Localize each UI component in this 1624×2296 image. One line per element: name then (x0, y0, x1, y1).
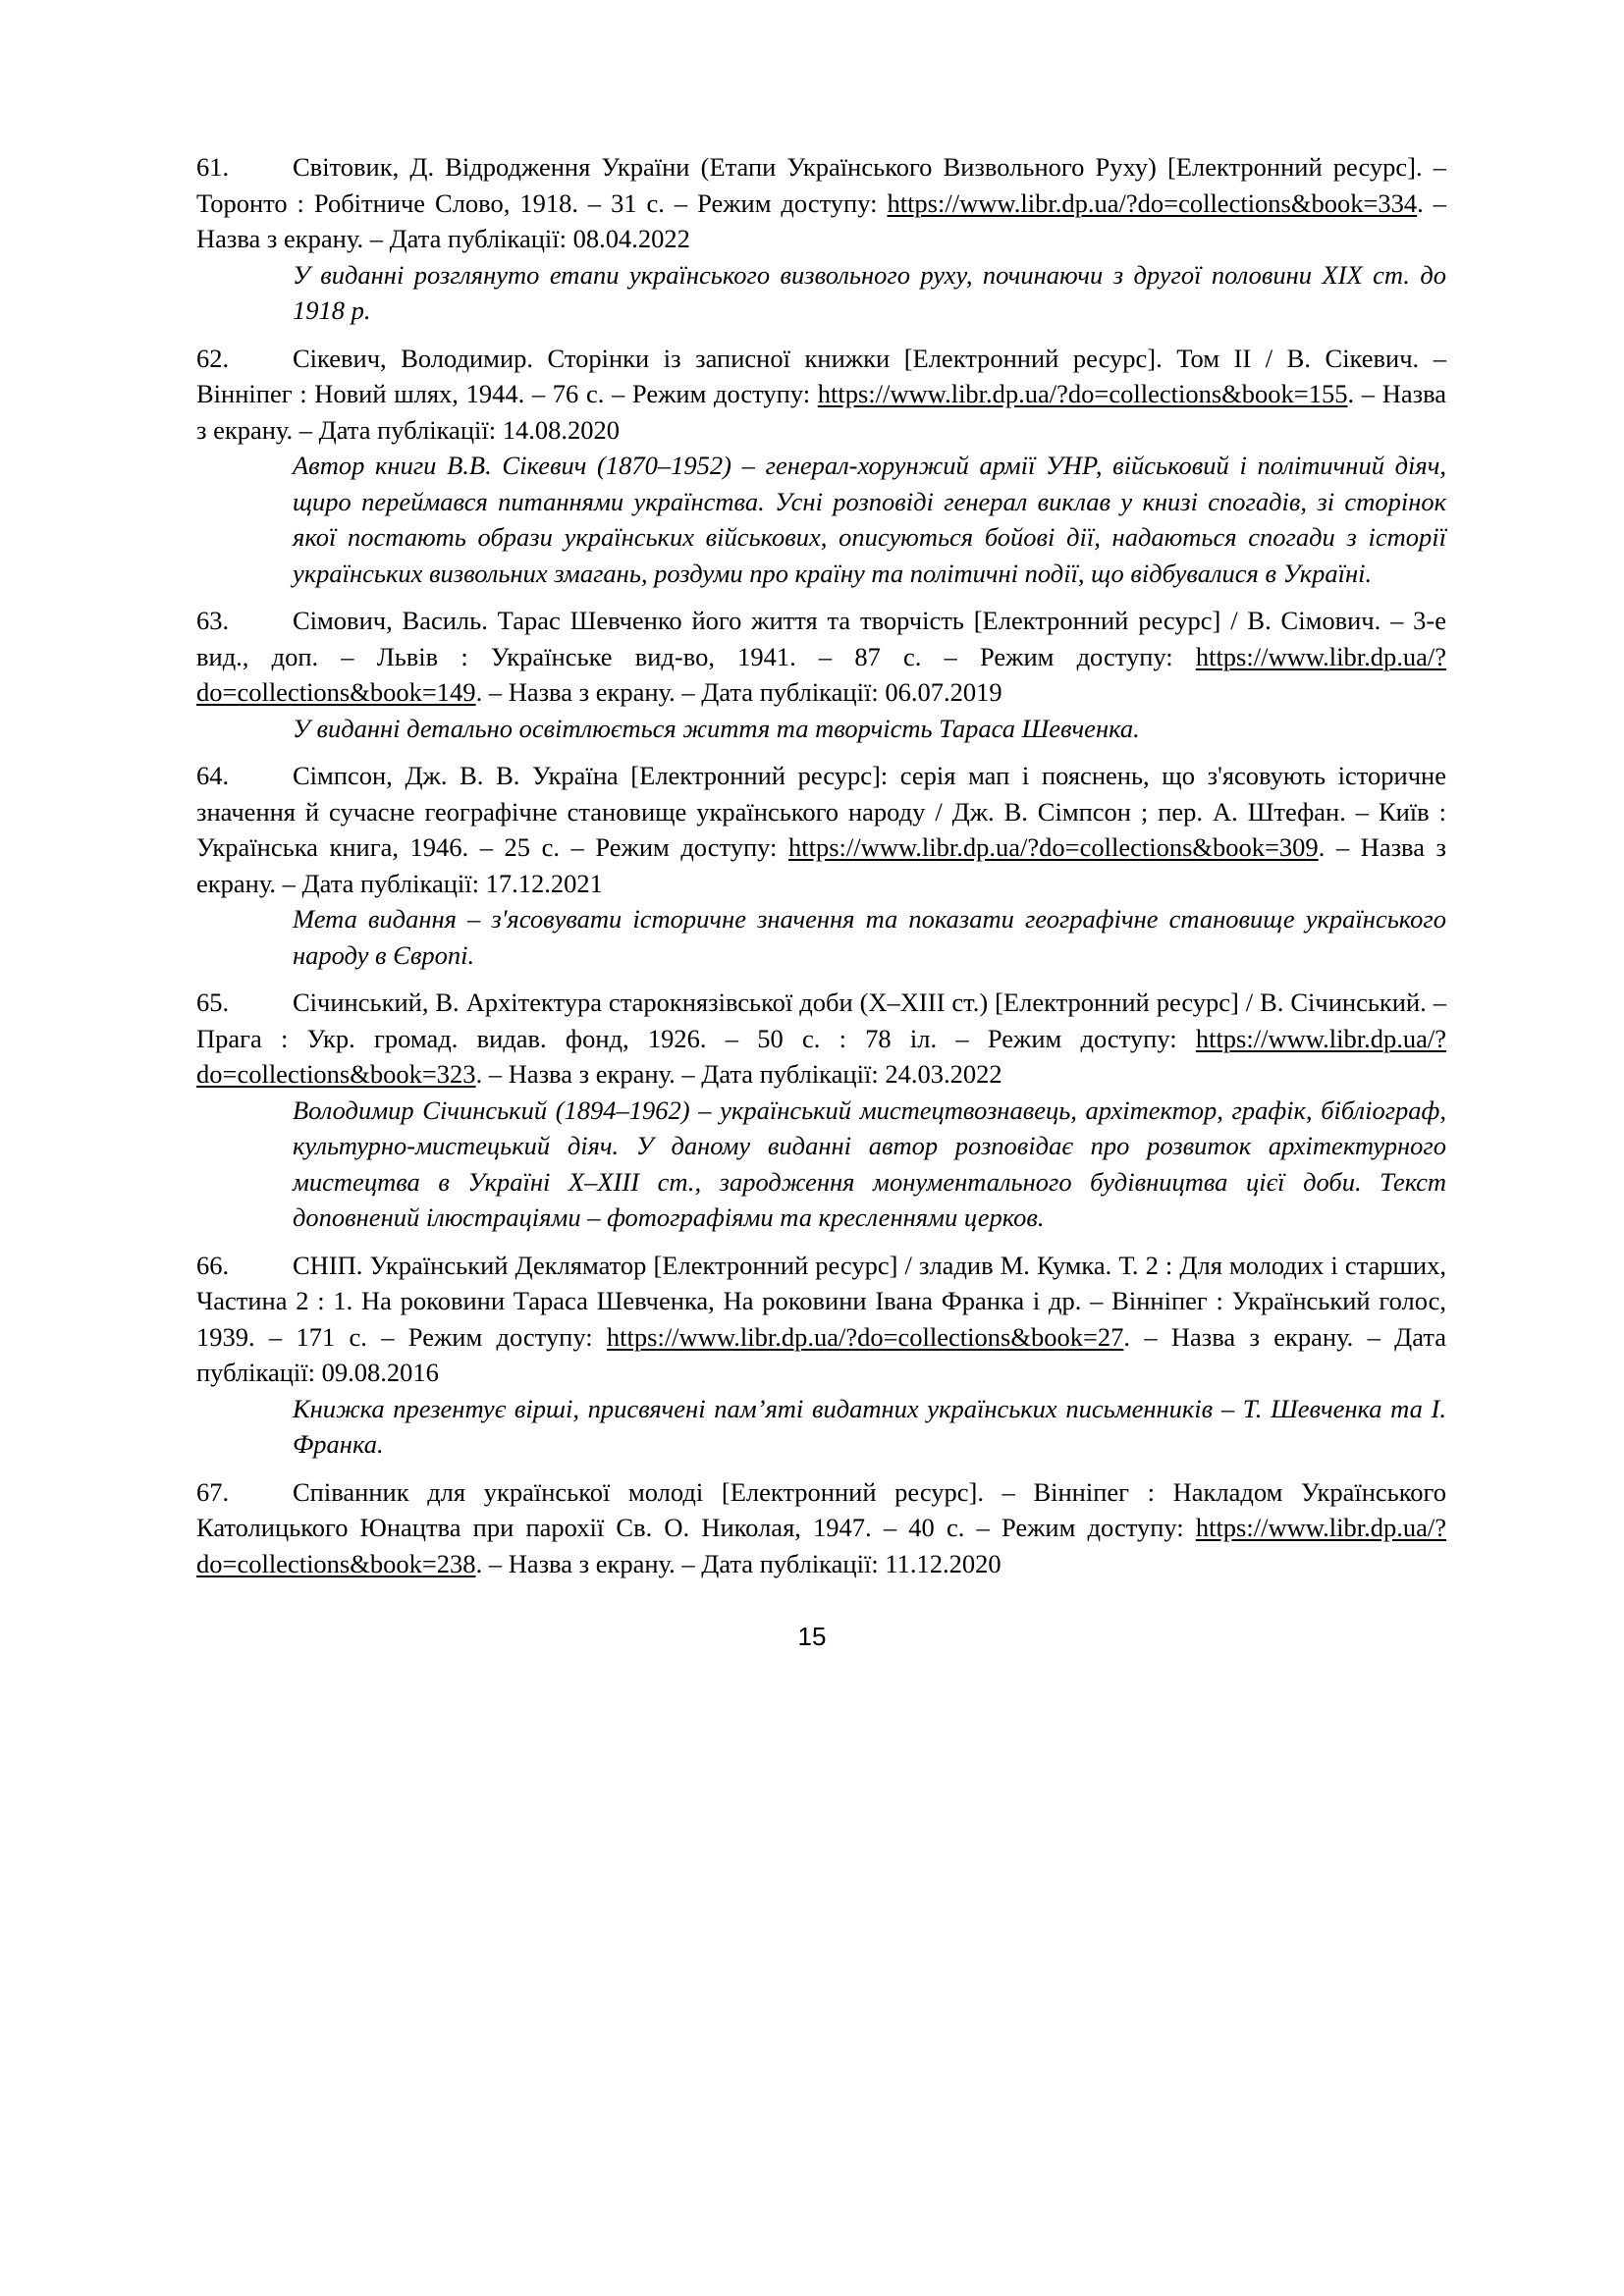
entry-text: Співанник для української молоді [Електронний ресурс]. – Вінніпег : Накладом Українського Католицького Юнацтва при парохії Св. О. Николая, 1947. – 40 с. – Режим доступу: (196, 1476, 1446, 1542)
entry-number: 64. (196, 761, 230, 790)
bibliography-entry-63 (196, 603, 1446, 746)
entry-text: Сікевич, Володимир. Сторінки із записної книжки [Електронний ресурс]. Том II / В. Сікевич. – Вінніпег : Новий шлях, 1944. – 76 с. – Режим доступу: (196, 343, 1446, 408)
entry-text: СНІП. Український Декляматор [Електронний ресурс] / зладив М. Кумка. Т. 2 : Для молодих і старших, Частина 2 : 1. На роковини Тараса Шевченка, На роковини Івана Франка і др. – Вінніпег : Український голос, 1939. – 171 с. – Режим доступу: (196, 1250, 1446, 1352)
entry-citation (196, 341, 1446, 449)
page-number: 15 (797, 1622, 827, 1651)
entry-citation (196, 1248, 1446, 1391)
entry-number: 66. (196, 1250, 230, 1280)
entry-link[interactable]: https://www.libr.dp.ua/?do=collections&book=309 (787, 832, 1319, 862)
entry-number: 63. (196, 606, 230, 635)
entry-annotation: Автор книги В.В. Сікевич (1870–1952) – генерал-хорунжий армії УНР, військовий і політичний діяч, щиро переймався питаннями українства. Усні розповіді генерал виклав у книзі спогадів, зі сторінок якої постають образи українських військових, описуються бойові дії, надаються спогади з історії українських визвольних змагань, роздуми про країну та політичні події, що відбувалися в Україні. (293, 451, 1446, 588)
entry-tail: . – Назва з екрану. – Дата публікації: 24.03.2022 (475, 1059, 1002, 1089)
bibliography-entry-64 (196, 758, 1446, 973)
entry-citation (196, 149, 1446, 257)
entry-tail: . – Назва з екрану. – Дата публікації: 11.12.2020 (475, 1548, 1001, 1578)
entry-citation (196, 985, 1446, 1093)
bibliography-entry-62 (196, 341, 1446, 592)
entry-annotation: Книжка презентує вірші, присвячені пам’яті видатних українських письменників – Т. Шевченка та І. Франка. (293, 1393, 1446, 1459)
entry-annotation: Володимир Січинський (1894–1962) – український мистецтвознавець, архітектор, графік, бібліограф, культурно-мистецький діяч. У даному виданні автор розповідає про розвиток архітектурного мистецтва в Україні X–XIII ст., зародження монументального будівництва цієї доби. Текст доповнений ілюстраціями – фотографіями та кресленнями церков. (293, 1095, 1446, 1232)
entry-text: Сімпсон, Дж. В. В. Україна [Електронний ресурс]: серія мап і пояснень, що з'ясовують історичне значення й сучасне географічне становище українського народу / Дж. В. Сімпсон ; пер. А. Штефан. – Київ : Українська книга, 1946. – 25 с. – Режим доступу: (196, 761, 1446, 862)
entry-text: Світовик, Д. Відродження України (Етапи Українського Визвольного Руху) [Електронний ресурс]. – Торонто : Робітниче Слово, 1918. – 31 с. – Режим доступу: (196, 152, 1446, 218)
entry-link[interactable]: https://www.libr.dp.ua/?do=collections&book=334 (887, 187, 1418, 218)
entry-text: Січинський, В. Архітектура старокнязівської доби (X–XIII ст.) [Електронний ресурс] / В. Січинський. – Прага : Укр. громад. видав. фонд, 1926. – 50 с. : 78 іл. – Режим доступу: (196, 988, 1446, 1053)
entry-annotation: Мета видання – з'ясовувати історичне значення та показати географічне становище українського народу в Європі. (293, 904, 1446, 970)
entry-annotation: У виданні детально освітлюється життя та творчість Тараса Шевченка. (293, 713, 1140, 743)
entry-number: 67. (196, 1476, 230, 1507)
entry-number: 61. (196, 152, 230, 182)
entry-annotation: У виданні розглянуто етапи українського визвольного руху, починаючи з другої половини XIX ст. до 1918 р. (293, 259, 1446, 325)
entry-citation (196, 603, 1446, 711)
entry-link[interactable]: https://www.libr.dp.ua/?do=collections&book=323 (196, 1023, 1446, 1089)
entry-citation (196, 758, 1446, 901)
bibliography-entry-61 (196, 149, 1446, 329)
entry-text: Сімович, Василь. Тарас Шевченко його життя та творчість [Електронний ресурс] / В. Сімович. – 3-е вид., доп. – Львів : Українське вид-во, 1941. – 87 с. – Режим доступу: (196, 606, 1446, 671)
entry-link[interactable]: https://www.libr.dp.ua/?do=collections&book=149 (196, 641, 1446, 707)
entry-link[interactable]: https://www.libr.dp.ua/?do=collections&book=27 (606, 1321, 1124, 1352)
bibliography-entry-65 (196, 985, 1446, 1236)
entry-tail: . – Назва з екрану. – Дата публікації: 14.08.2020 (196, 379, 1446, 445)
entry-link[interactable]: https://www.libr.dp.ua/?do=collections&book=238 (196, 1513, 1446, 1578)
entry-citation (196, 1474, 1446, 1582)
entry-tail: . – Назва з екрану. – Дата публікації: 06.07.2019 (475, 677, 1002, 707)
entry-tail: . – Назва з екрану. – Дата публікації: 09.08.2016 (196, 1321, 1446, 1387)
bibliography-entry-66 (196, 1248, 1446, 1463)
entry-link[interactable]: https://www.libr.dp.ua/?do=collections&book=155 (817, 379, 1348, 408)
entry-number: 65. (196, 988, 230, 1017)
bibliography-page (196, 149, 1446, 1593)
entry-number: 62. (196, 343, 230, 373)
entry-tail: . – Назва з екрану. – Дата публікації: 17.12.2021 (196, 832, 1446, 898)
bibliography-entry-67 (196, 1474, 1446, 1582)
entry-tail: . – Назва з екрану. – Дата публікації: 08.04.2022 (196, 187, 1446, 253)
